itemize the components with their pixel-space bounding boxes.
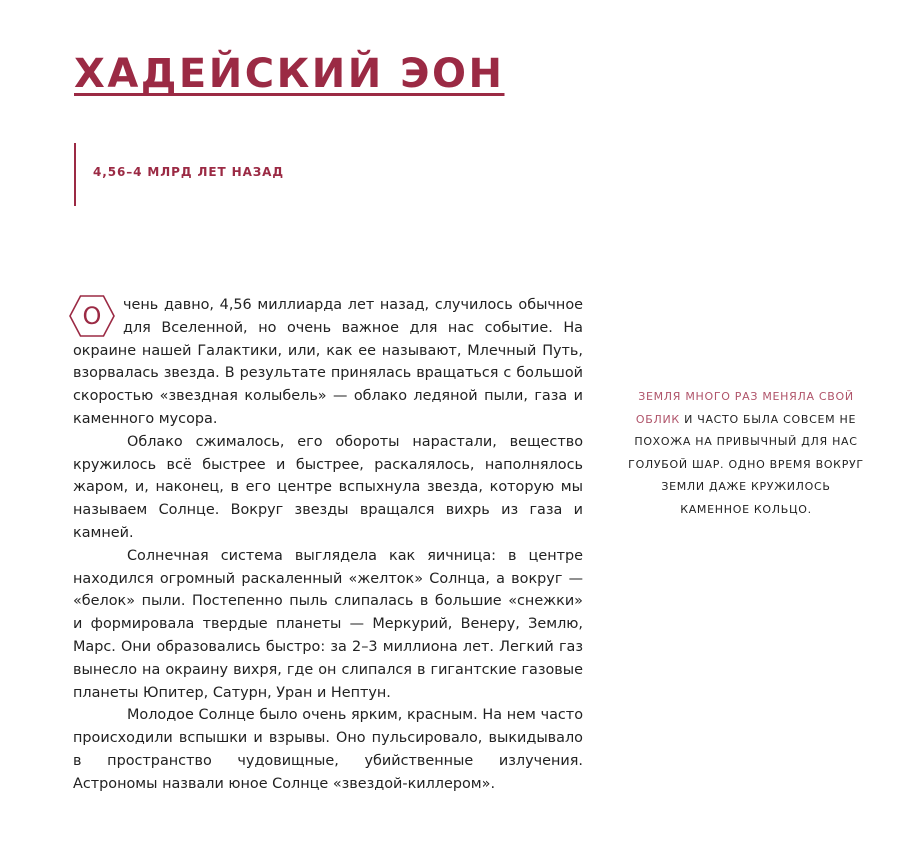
body-text	[73, 294, 583, 796]
paragraph-2: Облако сжималось, его обороты нарастали, вещество кружилось всё быстрее и быстрее, раскалялось, наполнялось жаром, и, наконец, в его центре вспыхнула звезда, которую мы называем Солнце. Вокруг звезды вращался вихрь из газа и камней.	[73, 433, 583, 541]
sidenote-text: И ЧАСТО БЫЛА СОВСЕМ НЕ ПОХОЖА НА ПРИВЫЧНЫЙ ДЛЯ НАС ГОЛУБОЙ ШАР. ОДНО ВРЕМЯ ВОКРУГ ЗЕМЛИ ДАЖЕ КРУЖИЛОСЬ КАМЕННОЕ КОЛЬЦО.	[628, 412, 864, 516]
chapter-title: ХАДЕЙСКИЙ ЭОН	[74, 51, 505, 97]
paragraph-1	[73, 294, 583, 431]
dropcap	[69, 294, 121, 338]
paragraph-1-text: чень давно, 4,56 миллиарда лет назад, случилось обычное для Вселенной, но очень важное для нас событие. На окраине нашей Галактики, или, как ее называют, Млечный Путь, взорвалась звезда. В результате принялась вращаться с большой скоростью «звездная колыбель» — облако ледяной пыли, газа и каменного мусора.	[73, 297, 583, 427]
era-rule	[74, 143, 76, 206]
dropcap-letter: О	[82, 301, 102, 330]
era-subtitle: 4,56–4 МЛРД ЛЕТ НАЗАД	[93, 165, 284, 179]
paragraph-3: Солнечная система выглядела как яичница: в центре находился огромный раскаленный «желток» Солнца, а вокруг — «белок» пыли. Постепенно пыль слипалась в большие «снежки» и формировала твердые планеты — Меркурий, Венеру, Землю, Марс. Они образовались быстро: за 2–3 миллиона лет. Легкий газ вынесло на окраину вихря, где он слипался в гигантские газовые планеты Юпитер, Сатурн, Уран и Нептун.	[73, 547, 583, 701]
paragraph-4: Молодое Солнце было очень ярким, красным. На нем часто происходили вспышки и взрывы. Оно пульсировало, выкидывало в пространство чудовищные, убийственные излучения. Астрономы назвали юное Солнце «звездой-киллером».	[73, 707, 583, 792]
sidenote-highlight: ЗЕМЛЯ МНОГО РАЗ МЕНЯЛА СВОЙ ОБЛИК	[635, 390, 854, 426]
sidenote	[628, 386, 864, 522]
